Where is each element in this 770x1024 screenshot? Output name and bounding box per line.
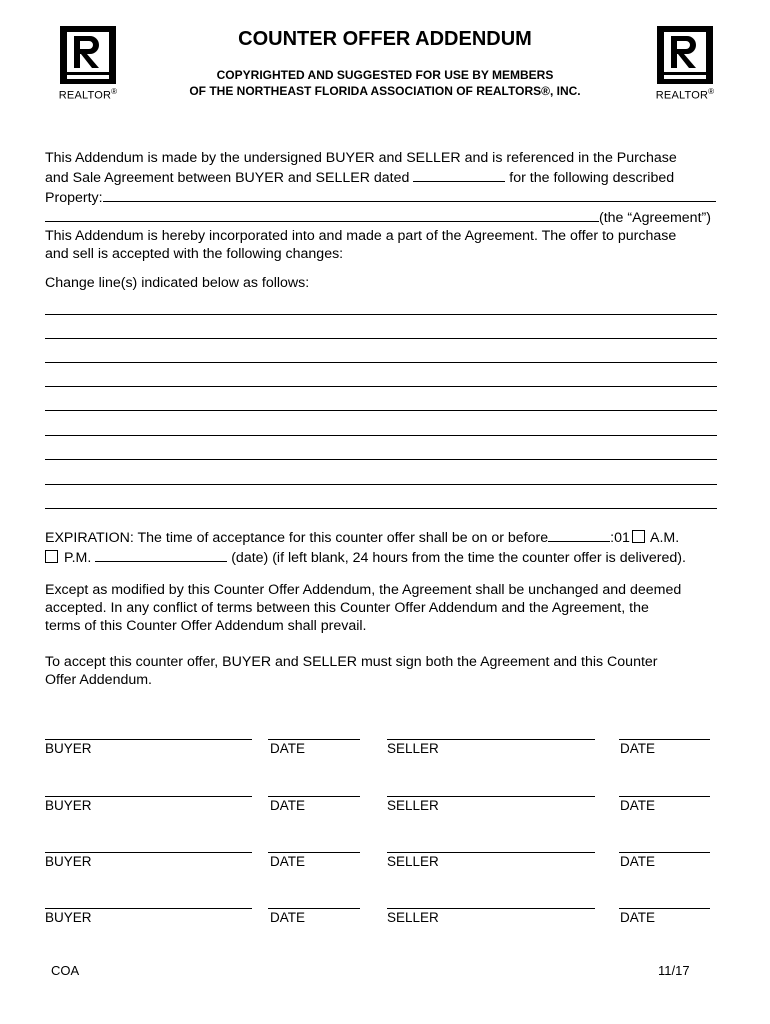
- realtor-label: REALTOR: [58, 89, 112, 102]
- am-checkbox[interactable]: [632, 530, 645, 543]
- buyer-signature-line[interactable]: [45, 852, 252, 853]
- expiration-hour-field[interactable]: [548, 527, 610, 542]
- expiration-paragraph: [45, 527, 735, 567]
- buyer-signature-line[interactable]: [45, 739, 252, 740]
- change-line-1[interactable]: [45, 314, 717, 315]
- expiration-date-field[interactable]: [95, 547, 227, 562]
- buyer-date-line[interactable]: [268, 796, 360, 797]
- change-line-7[interactable]: [45, 459, 717, 460]
- date-label: DATE: [270, 854, 306, 869]
- except-line-1: Except as modified by this Counter Offer Addendum, the Agreement shall be unchanged and deemed: [45, 582, 682, 598]
- pm-checkbox[interactable]: [45, 550, 58, 563]
- seller-label: SELLER: [387, 910, 439, 925]
- seller-date-line[interactable]: [619, 852, 710, 853]
- except-line-2: accepted. In any conflict of terms between this Counter Offer Addendum and the Agreement, the: [45, 600, 649, 616]
- intro-line-6: and sell is accepted with the following changes:: [45, 246, 344, 262]
- subtitle-line-1: COPYRIGHTED AND SUGGESTED FOR USE BY MEMBERS: [216, 68, 554, 82]
- seller-signature-line[interactable]: [387, 796, 595, 797]
- change-line-5[interactable]: [45, 410, 717, 411]
- except-line-3: terms of this Counter Offer Addendum shall prevail.: [45, 618, 367, 634]
- buyer-signature-line[interactable]: [45, 908, 252, 909]
- change-line-9[interactable]: [45, 508, 717, 509]
- agreement-date-field[interactable]: [413, 167, 505, 182]
- seller-label: SELLER: [387, 741, 439, 756]
- date-label: DATE: [270, 741, 306, 756]
- date-label: DATE: [620, 741, 656, 756]
- date-label: DATE: [620, 854, 656, 869]
- expiration-line-1: EXPIRATION: The time of acceptance for this counter offer shall be on or before :01 A.M.: [45, 527, 735, 547]
- agreement-line: (the “Agreement”): [45, 207, 730, 227]
- registered-mark: ®: [111, 87, 118, 96]
- buyer-date-line[interactable]: [268, 739, 360, 740]
- change-line-2[interactable]: [45, 338, 717, 339]
- seller-label: SELLER: [387, 854, 439, 869]
- accept-line-1: To accept this counter offer, BUYER and SELLER must sign both the Agreement and this Counter: [45, 654, 658, 670]
- expiration-line-2: P.M. (date) (if left blank, 24 hours from the time the counter offer is delivered).: [45, 547, 735, 567]
- seller-date-line[interactable]: [619, 908, 710, 909]
- property-field[interactable]: [103, 187, 716, 202]
- subtitle-line-2: OF THE NORTHEAST FLORIDA ASSOCIATION OF REALTORS®, INC.: [189, 84, 581, 98]
- seller-date-line[interactable]: [619, 739, 710, 740]
- buyer-signature-line[interactable]: [45, 796, 252, 797]
- buyer-label: BUYER: [45, 798, 92, 813]
- seller-date-line[interactable]: [619, 796, 710, 797]
- intro-line-2: and Sale Agreement between BUYER and SELLER dated for the following described: [45, 167, 730, 187]
- document-title: COUNTER OFFER ADDENDUM: [238, 28, 532, 50]
- change-line-4[interactable]: [45, 386, 717, 387]
- change-line-3[interactable]: [45, 362, 717, 363]
- change-lines-label: Change line(s) indicated below as follows:: [45, 275, 310, 291]
- accept-paragraph: [45, 653, 730, 689]
- date-label: DATE: [620, 798, 656, 813]
- property-field-continued[interactable]: [45, 207, 599, 222]
- except-paragraph: [45, 581, 735, 635]
- date-label: DATE: [270, 910, 306, 925]
- document-subtitle: [0, 67, 770, 99]
- change-line-8[interactable]: [45, 484, 717, 485]
- buyer-date-line[interactable]: [268, 908, 360, 909]
- buyer-label: BUYER: [45, 854, 92, 869]
- intro-line-5: This Addendum is hereby incorporated into and made a part of the Agreement. The offer to purchase: [45, 228, 677, 244]
- buyer-label: BUYER: [45, 741, 92, 756]
- intro-line-1: This Addendum is made by the undersigned BUYER and SELLER and is referenced in the Purchase: [45, 150, 677, 166]
- change-line-6[interactable]: [45, 435, 717, 436]
- form-revision-date: 11/17: [658, 963, 690, 978]
- seller-signature-line[interactable]: [387, 852, 595, 853]
- seller-label: SELLER: [387, 798, 439, 813]
- property-line: Property:: [45, 187, 730, 207]
- seller-signature-line[interactable]: [387, 739, 595, 740]
- form-code: COA: [51, 963, 80, 978]
- seller-signature-line[interactable]: [387, 908, 595, 909]
- buyer-label: BUYER: [45, 910, 92, 925]
- date-label: DATE: [620, 910, 656, 925]
- realtor-label: REALTOR: [655, 89, 709, 102]
- accept-line-2: Offer Addendum.: [45, 672, 153, 688]
- intro-paragraph: [45, 149, 730, 263]
- buyer-date-line[interactable]: [268, 852, 360, 853]
- registered-mark: ®: [708, 87, 715, 96]
- date-label: DATE: [270, 798, 306, 813]
